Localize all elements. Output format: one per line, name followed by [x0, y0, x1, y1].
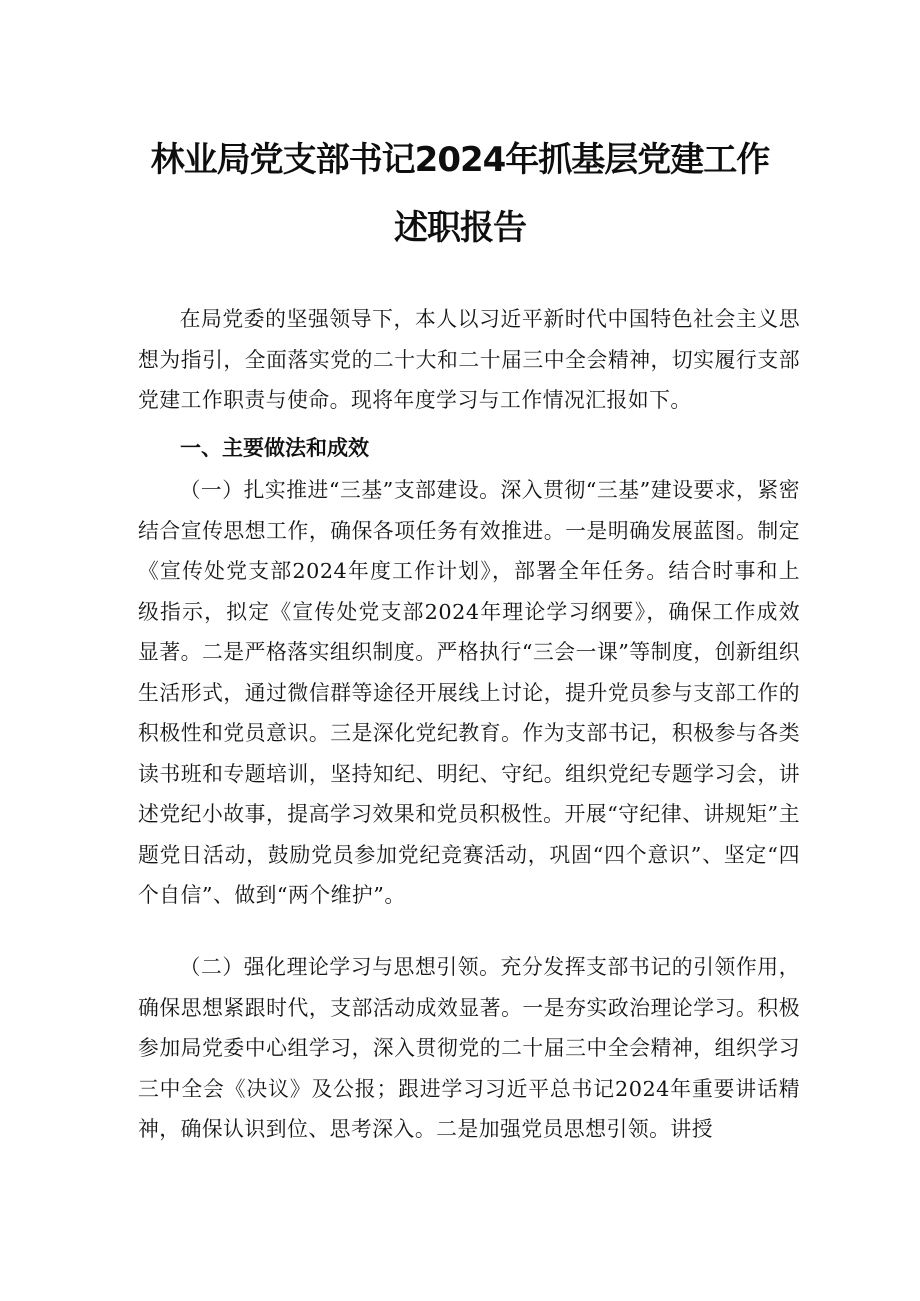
intro-paragraph: 在局党委的坚强领导下，本人以习近平新时代中国特色社会主义思想为指引，全面落实党的二十大和二十届三中全会精神，切实履行支部党建工作职责与使命。现将年度学习与工作情况汇报如下。 [138, 307, 800, 412]
document-title-line-1: 林业局党支部书记2024年抓基层党建工作 [150, 140, 770, 180]
item-paragraph-2: （二）强化理论学习与思想引领。充分发挥支部书记的引领作用，确保思想紧跟时代，支部活动成效显著。一是夯实政治理论学习。积极参加局党委中心组学习，深入贯彻党的二十届三中全会精神，组织学习三中全会《决议》及公报；跟进学习习近平总书记2024年重要讲话精神，确保认识到位、思考深入。二是加强党员思想引领。讲授 [138, 955, 800, 1141]
document-title-line-2: 述职报告 [394, 208, 526, 248]
item-paragraph-1: （一）扎实推进“三基”支部建设。深入贯彻“三基”建设要求，紧密结合宣传思想工作，确保各项任务有效推进。一是明确发展蓝图。制定《宣传处党支部2024年度工作计划》，部署全年任务。结合时事和上级指示，拟定《宣传处党支部2024年理论学习纲要》，确保工作成效显著。二是严格落实组织制度。严格执行“三会一课”等制度，创新组织生活形式，通过微信群等途径开展线上讨论，提升党员参与支部工作的积极性和党员意识。三是深化党纪教育。作为支部书记，积极参与各类读书班和专题培训，坚持知纪、明纪、守纪。组织党纪专题学习会，讲述党纪小故事，提高学习效果和党员积极性。开展“守纪律、讲规矩”主题党日活动，鼓励党员参加党纪竞赛活动，巩固“四个意识”、坚定“四个自信”、做到“两个维护”。 [138, 478, 800, 907]
section-heading: 一、主要做法和成效 [180, 436, 369, 460]
